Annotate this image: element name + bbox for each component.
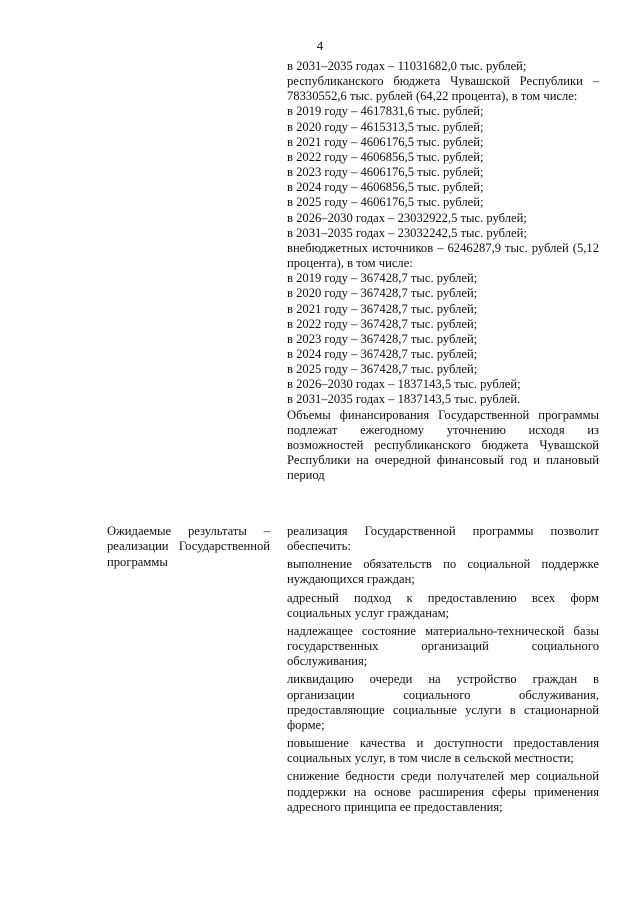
- result-item: выполнение обязательств по социальной поддержке нуждающихся граждан;: [287, 557, 599, 587]
- result-item: снижение бедности среди получателей мер социальной поддержки на основе расширения сферы применения адресного принципа ее предоставления;: [287, 769, 599, 814]
- funding-line: в 2031–2035 годах – 11031682,0 тыс. рублей;: [287, 59, 527, 73]
- result-item: адресный подход к предоставлению всех форм социальных услуг гражданам;: [287, 590, 599, 620]
- page-number: 4: [316, 38, 324, 53]
- funding-line: в 2025 году – 4606176,5 тыс. рублей;: [287, 195, 484, 210]
- funding-line: в 2023 году – 4606176,5 тыс. рублей;: [287, 165, 484, 180]
- results-label: Ожидаемые результаты – реализации Государственной программы: [107, 524, 270, 569]
- result-item: повышение качества и доступности предоставления социальных услуг, в том числе в сельской местности;: [287, 736, 599, 766]
- funding-line: в 2022 году – 4606856,5 тыс. рублей;: [287, 149, 484, 164]
- funding-volumes-block: [287, 59, 599, 483]
- funding-line: в 2024 году – 367428,7 тыс. рублей;: [287, 346, 478, 361]
- result-item: ликвидацию очереди на устройство граждан в организации социального обслуживания, предоставляющие социальные услуги в стационарной форме;: [287, 672, 599, 732]
- funding-line: в 2026–2030 годах – 23032922,5 тыс. рублей;: [287, 210, 527, 225]
- results-label-cell: [107, 524, 270, 570]
- funding-line: в 2024 году – 4606856,5 тыс. рублей;: [287, 180, 484, 195]
- funding-note: Объемы финансирования Государственной программы подлежат ежегодному уточнению исходя из возможностей республиканского бюджета Чувашской Республики на очередной финансовый год и плановый период: [287, 407, 599, 483]
- result-item: реализация Государственной программы позволит обеспечить:: [287, 524, 599, 554]
- funding-line: в 2020 году – 367428,7 тыс. рублей;: [287, 286, 478, 301]
- funding-line: в 2031–2035 годах – 23032242,5 тыс. рублей;: [287, 225, 527, 240]
- funding-line: в 2021 году – 367428,7 тыс. рублей;: [287, 301, 478, 316]
- funding-line: в 2026–2030 годах – 1837143,5 тыс. рублей;: [287, 377, 521, 392]
- funding-line: в 2021 году – 4606176,5 тыс. рублей;: [287, 134, 484, 149]
- funding-line: в 2025 году – 367428,7 тыс. рублей;: [287, 362, 478, 377]
- funding-line: в 2023 году – 367428,7 тыс. рублей;: [287, 331, 478, 346]
- expected-results-block: [287, 524, 599, 815]
- funding-line: республиканского бюджета Чувашской Республики – 78330552,6 тыс. рублей (64,22 процента), в том числе:: [287, 74, 599, 104]
- result-item: надлежащее состояние материально-технической базы государственных организаций социального обслуживания;: [287, 623, 599, 669]
- funding-line: в 2019 году – 367428,7 тыс. рублей;: [287, 271, 478, 286]
- funding-line: в 2020 году – 4615313,5 тыс. рублей;: [287, 119, 484, 134]
- funding-line: в 2031–2035 годах – 1837143,5 тыс. рублей.: [287, 392, 521, 407]
- funding-line: в 2019 году – 4617831,6 тыс. рублей;: [287, 104, 484, 119]
- funding-line: в 2022 году – 367428,7 тыс. рублей;: [287, 316, 478, 331]
- funding-line: внебюджетных источников – 6246287,9 тыс. рублей (5,12 процента), в том числе:: [287, 240, 599, 271]
